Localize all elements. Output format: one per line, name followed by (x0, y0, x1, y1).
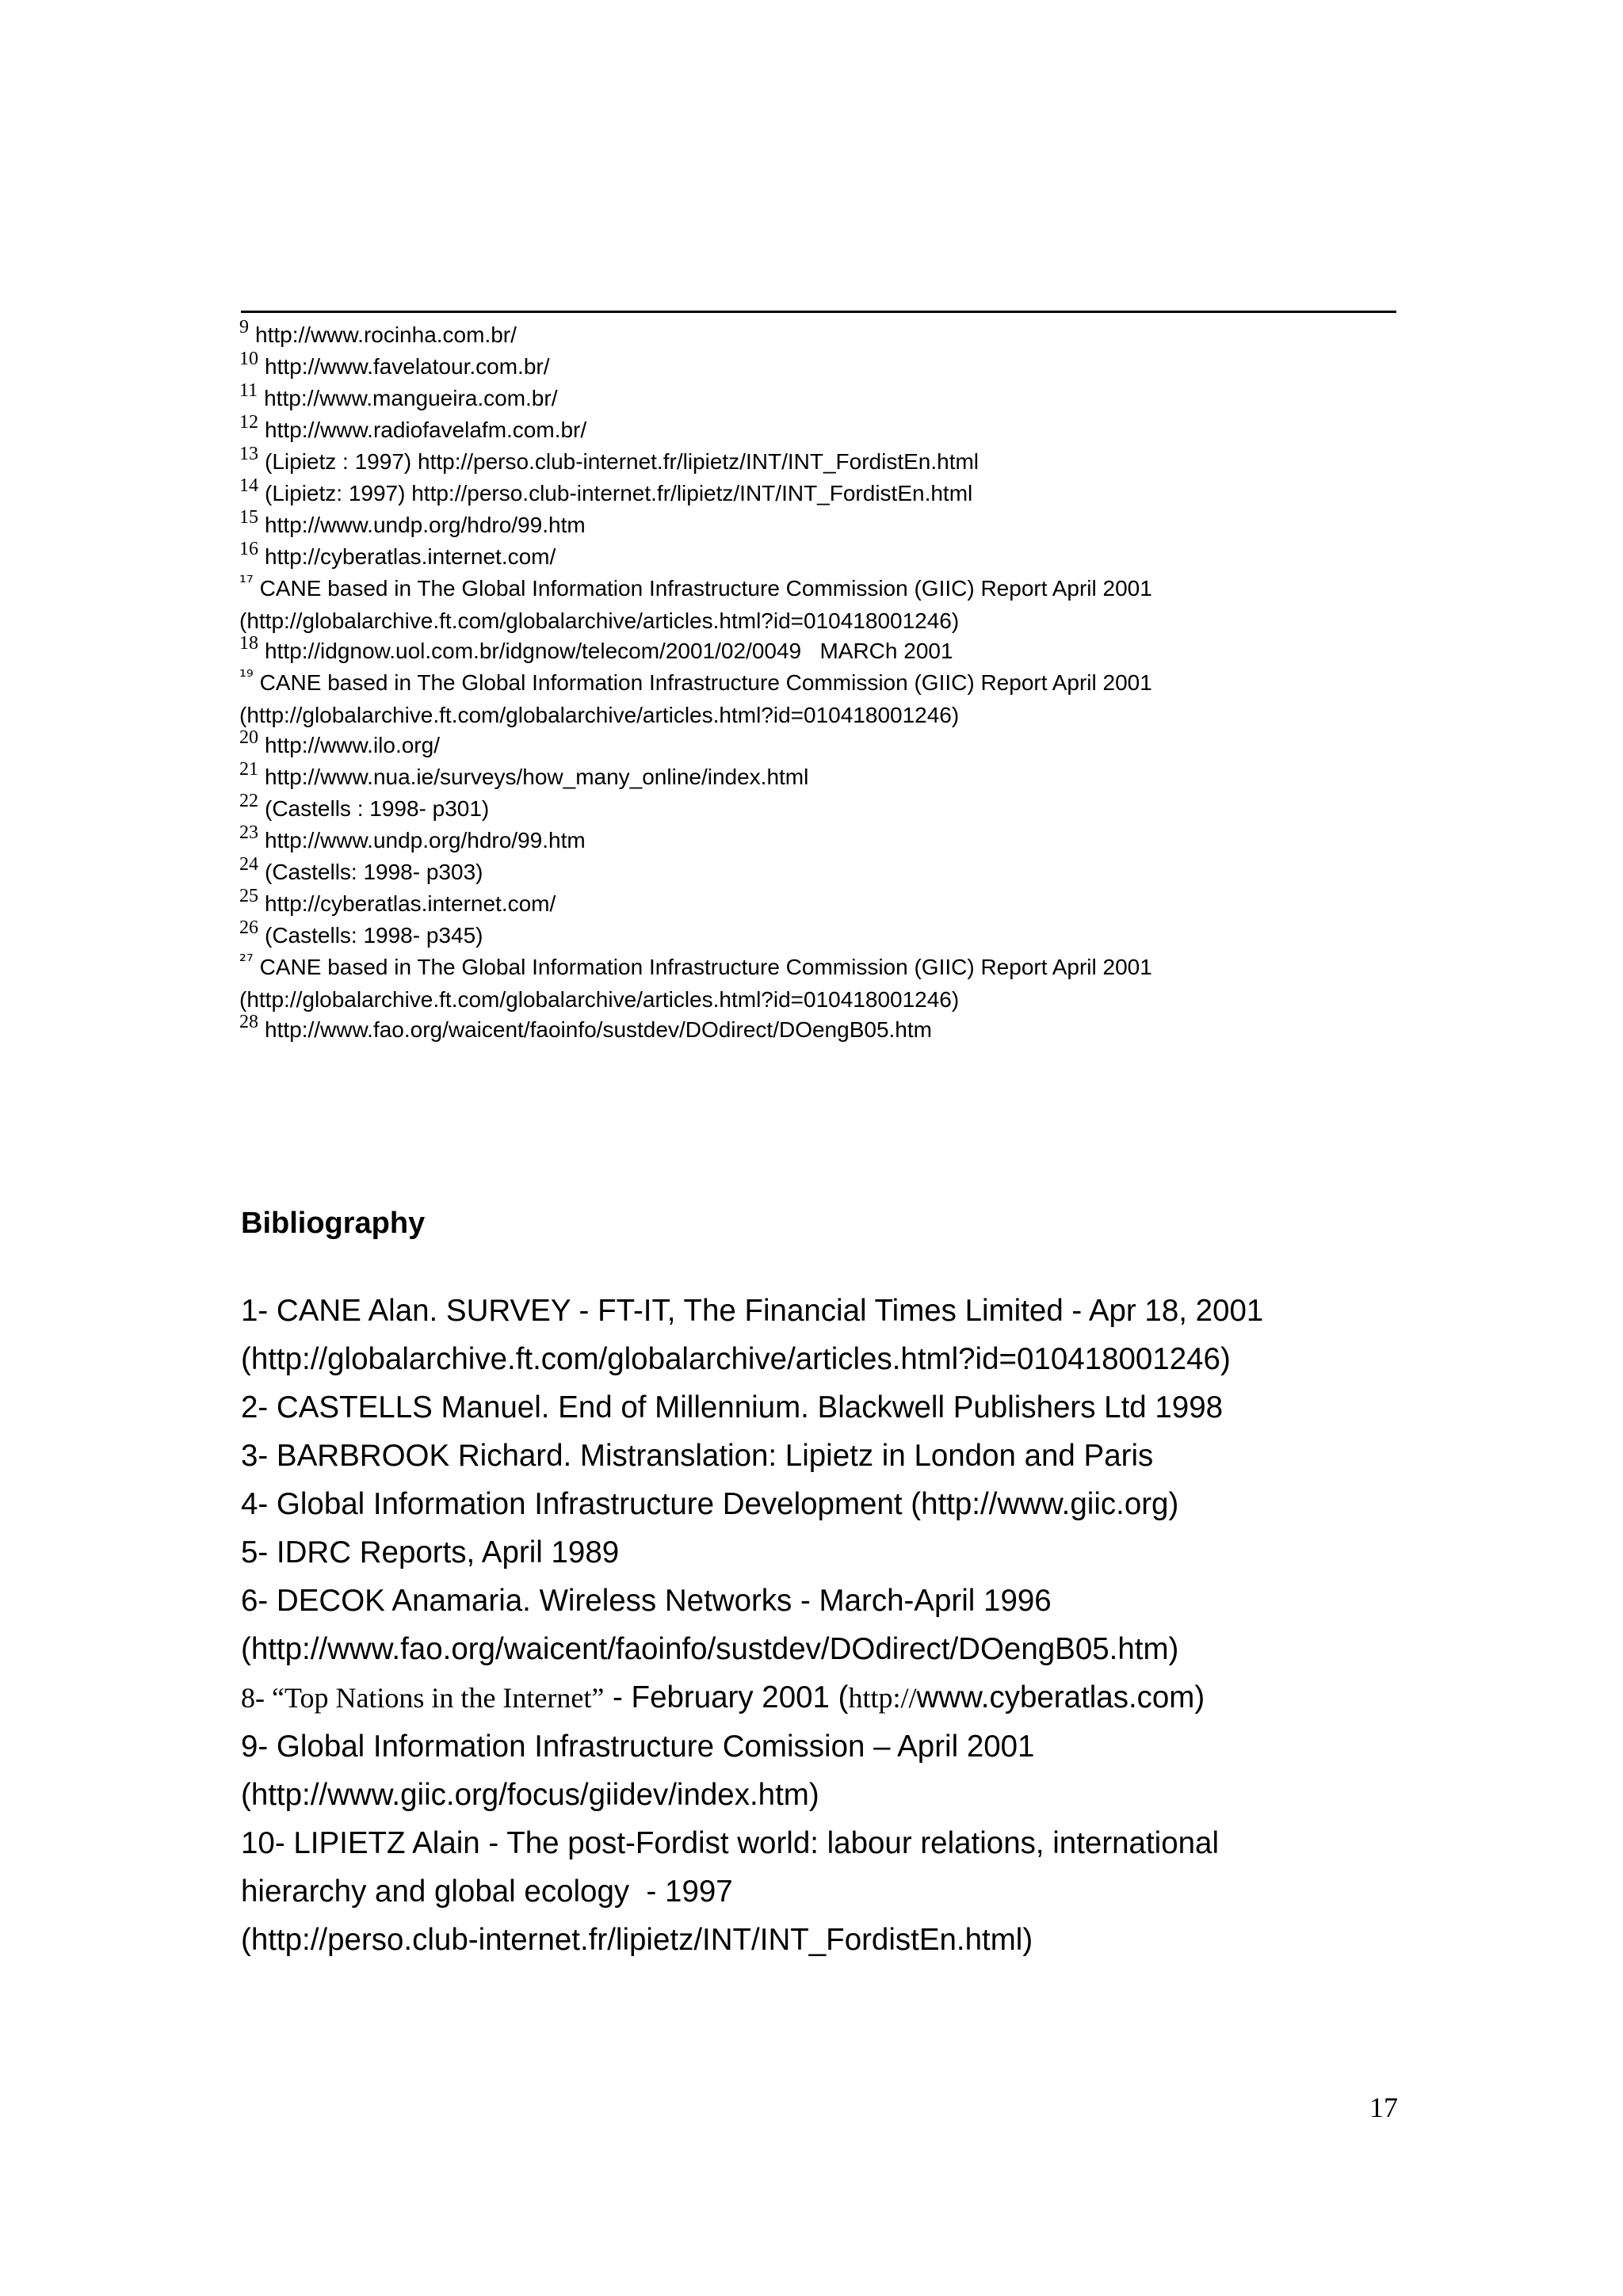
bibliography-item8-title: 8- “Top Nations in the Internet” (241, 1682, 605, 1714)
footnote-text: (Lipietz : 1997) http://perso.club-internet.fr/lipietz/INT/INT_FordistEn.html (265, 449, 980, 474)
bibliography-line: (http://www.giic.org/focus/giidev/index.htm) (241, 1778, 819, 1812)
footnote-text: http://www.fao.org/waicent/faoinfo/sustdev/DOdirect/DOengB05.htm (265, 1017, 932, 1042)
footnote (239, 633, 1404, 668)
footnote-text: http://www.radiofavelafm.com.br/ (265, 418, 587, 442)
bibliography-line: (http://www.fao.org/waicent/faoinfo/sustdev/DOdirect/DOengB05.htm) (241, 1632, 1179, 1666)
footnote (239, 668, 1404, 730)
footnote-text: (Castells: 1998- p303) (265, 860, 483, 884)
bibliography-line: (http://perso.club-internet.fr/lipietz/INT/INT_FordistEn.html) (241, 1923, 1033, 1957)
footnote-number: 13 (239, 444, 258, 464)
footnote (239, 822, 1404, 857)
footnote-text: http://www.favelatour.com.br/ (265, 354, 550, 379)
footnote-number: 14 (239, 475, 258, 496)
footnote-number: ²⁷ (239, 952, 254, 971)
bibliography-line: hierarchy and global ecology - 1997 (241, 1875, 733, 1909)
footnote (239, 952, 1404, 1015)
footnote (239, 727, 1404, 762)
bibliography-list (241, 1287, 1398, 1964)
footnote-text: http://cyberatlas.internet.com/ (265, 544, 556, 569)
footnote (239, 917, 1404, 952)
footnote-text: http://www.mangueira.com.br/ (264, 386, 558, 410)
bibliography-item8-url: www.cyberatlas.com) (916, 1680, 1205, 1714)
footnote (239, 507, 1404, 542)
footnote-text: (Lipietz: 1997) http://perso.club-internet.fr/lipietz/INT/INT_FordistEn.html (265, 481, 973, 505)
footnote (239, 886, 1404, 921)
footnote (239, 349, 1404, 383)
footnote-number: 18 (239, 633, 258, 654)
bibliography-line: 6- DECOK Anamaria. Wireless Networks - March-April 1996 (241, 1584, 1052, 1618)
footnote (239, 574, 1404, 636)
footnote (239, 1012, 1404, 1047)
footnotes-list (239, 317, 1404, 1047)
footnote-separator (241, 311, 1396, 313)
footnote (239, 475, 1404, 510)
bibliography-line: 3- BARBROOK Richard. Mistranslation: Lipietz in London and Paris (241, 1439, 1154, 1473)
footnote-number: 24 (239, 854, 258, 875)
bibliography-heading: Bibliography (241, 1207, 426, 1240)
footnote-continuation: (http://globalarchive.ft.com/globalarchive/articles.html?id=010418001246) (239, 703, 960, 727)
footnote-number: 22 (239, 791, 258, 811)
footnote (239, 412, 1404, 447)
footnote-text: CANE based in The Global Information Infrastructure Commission (GIIC) Report April 2001 (259, 576, 1152, 601)
footnote-number: 15 (239, 507, 258, 528)
footnote-continuation: (http://globalarchive.ft.com/globalarchive/articles.html?id=010418001246) (239, 987, 960, 1012)
footnote-continuation: (http://globalarchive.ft.com/globalarchive/articles.html?id=010418001246) (239, 608, 960, 633)
footnote (239, 759, 1404, 794)
footnote-number: 12 (239, 412, 258, 433)
footnote-text: http://www.ilo.org/ (265, 733, 440, 757)
page-number: 17 (1369, 2092, 1398, 2123)
footnote (239, 539, 1404, 574)
footnote (239, 791, 1404, 826)
footnote-number: 11 (239, 380, 258, 401)
footnote (239, 317, 1404, 352)
footnote-text: (Castells: 1998- p345) (265, 923, 483, 948)
footnote-text: http://cyberatlas.internet.com/ (265, 891, 556, 916)
footnote (239, 854, 1404, 889)
footnote-number: 21 (239, 759, 258, 780)
bibliography-line: (http://globalarchive.ft.com/globalarchive/articles.html?id=010418001246) (241, 1342, 1231, 1376)
footnote-text: (Castells : 1998- p301) (265, 796, 490, 821)
footnote-number: 10 (239, 349, 258, 369)
bibliography-line (241, 1673, 1398, 1722)
footnote-text: http://www.rocinha.com.br/ (255, 322, 517, 347)
footnote (239, 380, 1404, 415)
footnote-number: 23 (239, 822, 258, 843)
footnote-number: 26 (239, 917, 258, 938)
footnote-number: 20 (239, 727, 258, 748)
footnote-number: ¹⁷ (239, 573, 254, 593)
footnote-number: 28 (239, 1012, 258, 1032)
bibliography-line: 2- CASTELLS Manuel. End of Millennium. Blackwell Publishers Ltd 1998 (241, 1390, 1224, 1425)
bibliography-line: 5- IDRC Reports, April 1989 (241, 1535, 620, 1569)
footnote-text: http://idgnow.uol.com.br/idgnow/telecom/2001/02/0049 MARCh 2001 (265, 639, 953, 663)
bibliography-item8-date: - February 2001 ( (604, 1680, 849, 1714)
bibliography-line: 10- LIPIETZ Alain - The post-Fordist world: labour relations, international (241, 1826, 1220, 1860)
bibliography-item8-http: http:// (848, 1682, 917, 1714)
footnote (239, 444, 1404, 479)
footnote-number: 9 (239, 317, 249, 338)
footnote-number: 16 (239, 539, 258, 559)
bibliography-line: 1- CANE Alan. SURVEY - FT-IT, The Financial Times Limited - Apr 18, 2001 (241, 1294, 1264, 1328)
footnote-text: CANE based in The Global Information Infrastructure Commission (GIIC) Report April 2001 (259, 670, 1152, 695)
footnote-number: ¹⁹ (239, 667, 254, 687)
footnote-text: CANE based in The Global Information Infrastructure Commission (GIIC) Report April 2001 (259, 955, 1152, 979)
footnote-text: http://www.undp.org/hdro/99.htm (265, 828, 586, 852)
bibliography-line: 9- Global Information Infrastructure Comission – April 2001 (241, 1730, 1035, 1764)
footnote-number: 25 (239, 886, 258, 906)
footnote-text: http://www.nua.ie/surveys/how_many_online/index.html (265, 765, 809, 789)
bibliography-line: 4- Global Information Infrastructure Development (http://www.giic.org) (241, 1487, 1179, 1521)
footnote-text: http://www.undp.org/hdro/99.htm (265, 513, 586, 537)
